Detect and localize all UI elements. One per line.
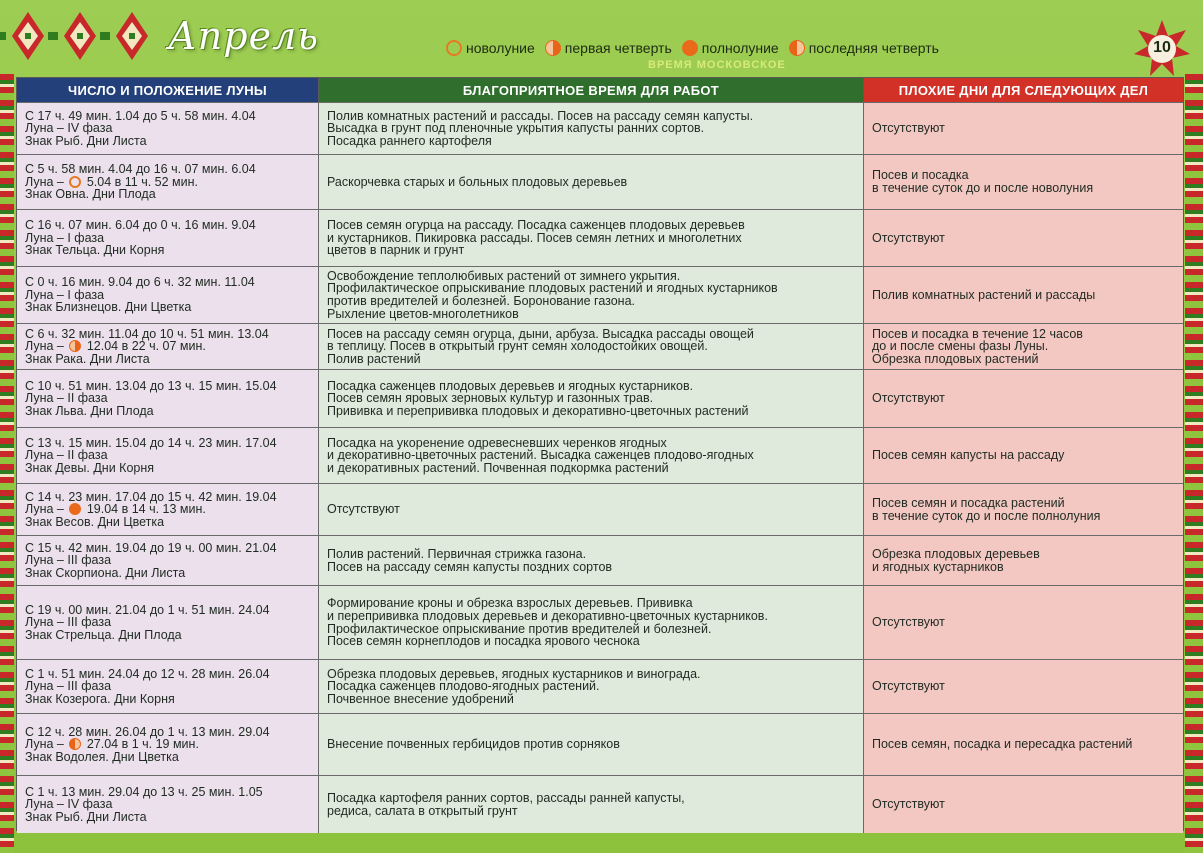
- bad-days-lines: [872, 548, 1040, 573]
- bad-days-line: и ягодных кустарников: [872, 559, 1004, 574]
- moon-position-line: С 6 ч. 32 мин. 11.04 до 10 ч. 51 мин. 13.04: [25, 326, 269, 341]
- favorable-work-line: Посадка на укоренение одревесневших черенков ягодных: [327, 435, 667, 450]
- legend-label: последняя четверть: [808, 40, 939, 56]
- bad-days-line: в течение суток до и после полнолуния: [872, 508, 1101, 523]
- moon-position-line: С 15 ч. 42 мин. 19.04 до 19 ч. 00 мин. 21.04: [25, 540, 277, 555]
- moon-position-line: С 16 ч. 07 мин. 6.04 до 0 ч. 16 мин. 9.04: [25, 218, 256, 233]
- moon-position-cell: [17, 428, 319, 483]
- bad-days-line: Отсутствуют: [872, 797, 945, 812]
- moon-position-line: Луна – III фаза: [25, 615, 112, 630]
- moon-phase-legend: [446, 37, 939, 59]
- bad-days-cell: [864, 103, 1183, 154]
- favorable-work-lines: [327, 792, 685, 817]
- favorable-work-cell: [319, 210, 864, 266]
- favorable-work-line: и декоративно-цветочных растений. Высадка саженцев плодово-ягодных: [327, 448, 754, 463]
- legend-label: первая четверть: [564, 40, 672, 56]
- moon-position-lines: [25, 110, 256, 148]
- moon-position-line: С 0 ч. 16 мин. 9.04 до 6 ч. 32 мин. 11.04: [25, 275, 255, 290]
- favorable-work-lines: [327, 380, 748, 418]
- legend-full-moon: [682, 40, 779, 56]
- moon-position-lines: [25, 219, 256, 257]
- favorable-work-line: цветов в парник и грунт: [327, 243, 465, 258]
- table-header: [17, 78, 1183, 102]
- right-ornament-strip: [1185, 74, 1203, 853]
- moon-position-cell: [17, 714, 319, 775]
- favorable-work-line: Прививка и перепрививка плодовых и декоративно-цветочных растений: [327, 403, 749, 418]
- favorable-work-line: Обрезка плодовых деревьев, ягодных кустарников и винограда.: [327, 666, 701, 681]
- bad-days-line: в течение суток до и после новолуния: [872, 181, 1094, 195]
- bad-days-line: Отсутствуют: [872, 230, 945, 245]
- last-moon-icon: [69, 738, 81, 750]
- favorable-work-line: и перепрививка плодовых деревьев и декоративно-цветочных кустарников.: [327, 608, 768, 623]
- moon-phase-time: 5.04 в 11 ч. 52 мин.: [83, 174, 198, 189]
- bad-days-line: Посев и посадка в течение 12 часов: [872, 326, 1083, 341]
- moon-position-line: [25, 340, 269, 353]
- table-body: [17, 102, 1183, 833]
- favorable-work-lines: [327, 437, 754, 475]
- favorable-work-line: и декоративных растений. Почвенная подкормка растений: [327, 460, 669, 475]
- moon-position-cell: [17, 484, 319, 535]
- page-title: Апрель: [168, 14, 319, 58]
- header-favorable-time: БЛАГОПРИЯТНОЕ ВРЕМЯ ДЛЯ РАБОТ: [319, 78, 864, 102]
- moon-prefix: Луна –: [25, 502, 68, 517]
- favorable-work-lines: [327, 328, 754, 366]
- favorable-work-line: Раскорчевка старых и больных плодовых деревьев: [327, 174, 628, 189]
- moon-position-line: С 13 ч. 15 мин. 15.04 до 14 ч. 23 мин. 17.04: [25, 435, 277, 450]
- bad-days-line: Посев семян, посадка и пересадка растений: [872, 737, 1133, 752]
- moon-position-line: [25, 738, 270, 751]
- favorable-work-line: Полив растений: [327, 351, 421, 366]
- bad-days-cell: [864, 484, 1183, 535]
- moon-position-line: Знак Стрельца. Дни Плода: [25, 627, 182, 642]
- left-ornament-strip: [0, 74, 14, 853]
- moon-prefix: Луна –: [25, 339, 68, 354]
- table-row: [17, 369, 1183, 427]
- moon-position-line: Знак Льва. Дни Плода: [25, 403, 154, 418]
- table-row: [17, 154, 1183, 209]
- favorable-work-line: Профилактическое опрыскивание против вредителей и болезней.: [327, 621, 712, 636]
- moon-position-line: С 14 ч. 23 мин. 17.04 до 15 ч. 42 мин. 19.04: [25, 489, 277, 504]
- time-zone-note: ВРЕМЯ МОСКОВСКОЕ: [648, 59, 786, 71]
- moon-position-line: Знак Близнецов. Дни Цветка: [25, 300, 192, 315]
- bad-days-lines: [872, 738, 1132, 751]
- new-moon-icon: [446, 40, 462, 56]
- page-number-badge: [1132, 18, 1192, 78]
- bad-days-line: Посев семян капусты на рассаду: [872, 448, 1065, 463]
- moon-position-cell: [17, 660, 319, 713]
- moon-position-line: [25, 503, 277, 516]
- favorable-work-cell: [319, 428, 864, 483]
- favorable-work-lines: [327, 503, 400, 516]
- first-moon-icon: [69, 340, 81, 352]
- favorable-work-line: Посадка картофеля ранних сортов, рассады ранней капусты,: [327, 790, 685, 805]
- bad-days-line: Посев и посадка: [872, 168, 969, 183]
- lunar-calendar-table: [16, 77, 1184, 831]
- bad-days-lines: [872, 616, 945, 629]
- bad-days-line: Обрезка плодовых деревьев: [872, 546, 1040, 561]
- moon-position-line: Знак Козерога. Дни Корня: [25, 691, 175, 706]
- legend-new-moon: [446, 40, 535, 56]
- table-row: [17, 713, 1183, 775]
- moon-position-lines: [25, 163, 256, 201]
- moon-position-line: Луна – I фаза: [25, 287, 105, 302]
- favorable-work-line: Высадка в грунт под пленочные укрытия капусты ранних сортов.: [327, 121, 705, 136]
- favorable-work-line: редиса, салата в открытый грунт: [327, 803, 518, 818]
- moon-position-cell: [17, 324, 319, 369]
- moon-position-cell: [17, 267, 319, 323]
- favorable-work-line: против вредителей и болезней. Боронование газона.: [327, 294, 636, 308]
- favorable-work-cell: [319, 324, 864, 369]
- header-bad-days: ПЛОХИЕ ДНИ ДЛЯ СЛЕДУЮЩИХ ДЕЛ: [864, 78, 1183, 102]
- bad-days-lines: [872, 169, 1093, 194]
- table-row: [17, 209, 1183, 266]
- favorable-work-lines: [327, 597, 768, 647]
- moon-position-cell: [17, 370, 319, 427]
- moon-position-line: Знак Водолея. Дни Цветка: [25, 749, 179, 764]
- table-row: [17, 102, 1183, 154]
- favorable-work-cell: [319, 586, 864, 659]
- moon-position-line: С 1 ч. 51 мин. 24.04 до 12 ч. 28 мин. 26.04: [25, 666, 270, 681]
- favorable-work-line: Посадка саженцев плодово-ягодных растений.: [327, 679, 600, 694]
- moon-position-line: С 5 ч. 58 мин. 4.04 до 16 ч. 07 мин. 6.04: [25, 162, 256, 177]
- moon-position-line: С 1 ч. 13 мин. 29.04 до 13 ч. 25 мин. 1.05: [25, 784, 263, 799]
- bad-days-line: до и после смены фазы Луны.: [872, 339, 1049, 354]
- table-row: [17, 585, 1183, 659]
- bad-days-lines: [872, 232, 945, 245]
- moon-phase-time: 19.04 в 14 ч. 13 мин.: [83, 502, 206, 517]
- bad-days-line: Отсутствуют: [872, 679, 945, 694]
- favorable-work-lines: [327, 548, 612, 573]
- legend-label: полнолуние: [701, 40, 779, 56]
- bad-days-cell: [864, 586, 1183, 659]
- bad-days-line: Обрезка плодовых растений: [872, 351, 1039, 366]
- bad-days-line: Отсутствуют: [872, 121, 945, 136]
- table-row: [17, 483, 1183, 535]
- moon-position-line: С 17 ч. 49 мин. 1.04 до 5 ч. 58 мин. 4.04: [25, 108, 256, 123]
- favorable-work-line: в теплицу. Посев в открытый грунт семян холодостойких овощей.: [327, 339, 708, 354]
- header-moon-position: ЧИСЛО И ПОЛОЖЕНИЕ ЛУНЫ: [17, 78, 319, 102]
- moon-position-line: С 19 ч. 00 мин. 21.04 до 1 ч. 51 мин. 24.04: [25, 602, 270, 617]
- moon-position-cell: [17, 103, 319, 154]
- moon-phase-time: 27.04 в 1 ч. 19 мин.: [83, 737, 199, 752]
- moon-position-line: Знак Весов. Дни Цветка: [25, 514, 165, 529]
- moon-position-lines: [25, 276, 255, 314]
- favorable-work-line: Полив комнатных растений и рассады. Посев на рассаду семян капусты.: [327, 108, 754, 123]
- favorable-work-lines: [327, 110, 753, 148]
- moon-position-line: Луна – II фаза: [25, 391, 108, 406]
- moon-position-line: С 10 ч. 51 мин. 13.04 до 13 ч. 15 мин. 15.04: [25, 378, 277, 393]
- bad-days-cell: [864, 536, 1183, 585]
- favorable-work-line: Посадка саженцев плодовых деревьев и ягодных кустарников.: [327, 378, 694, 393]
- moon-position-lines: [25, 437, 277, 475]
- first-quarter-moon-icon: [545, 40, 561, 56]
- full-moon-icon: [682, 40, 698, 56]
- favorable-work-lines: [327, 176, 627, 189]
- bad-days-line: Отсутствуют: [872, 391, 945, 406]
- moon-position-lines: [25, 542, 277, 580]
- favorable-work-line: и кустарников. Пикировка рассады. Посев семян летних и многолетних: [327, 230, 742, 245]
- favorable-work-cell: [319, 370, 864, 427]
- moon-position-line: Знак Овна. Дни Плода: [25, 187, 156, 202]
- legend-label: новолуние: [466, 40, 535, 56]
- favorable-work-line: Посев на рассаду семян капусты поздних сортов: [327, 559, 613, 574]
- bad-days-cell: [864, 428, 1183, 483]
- favorable-work-line: Посев семян корнеплодов и посадка ярового чеснока: [327, 634, 640, 649]
- bad-days-lines: [872, 680, 945, 693]
- favorable-work-line: Почвенное внесение удобрений: [327, 691, 514, 706]
- favorable-work-line: Посев на рассаду семян огурца, дыни, арбуза. Высадка рассады овощей: [327, 326, 754, 341]
- moon-position-line: Луна – IV фаза: [25, 797, 113, 812]
- table-row: [17, 775, 1183, 833]
- moon-position-line: Знак Тельца. Дни Корня: [25, 243, 165, 258]
- favorable-work-cell: [319, 484, 864, 535]
- moon-position-lines: [25, 380, 277, 418]
- moon-position-line: Знак Скорпиона. Дни Листа: [25, 565, 186, 580]
- table-row: [17, 266, 1183, 323]
- moon-prefix: Луна –: [25, 737, 68, 752]
- moon-position-line: Луна – I фаза: [25, 230, 105, 245]
- table-row: [17, 427, 1183, 483]
- bad-days-cell: [864, 210, 1183, 266]
- bad-days-cell: [864, 714, 1183, 775]
- moon-position-line: Луна – IV фаза: [25, 121, 113, 136]
- moon-position-lines: [25, 491, 277, 529]
- favorable-work-cell: [319, 267, 864, 323]
- moon-position-line: Знак Рака. Дни Листа: [25, 351, 150, 366]
- favorable-work-line: Формирование кроны и обрезка взрослых деревьев. Прививка: [327, 596, 693, 611]
- moon-position-lines: [25, 668, 270, 706]
- bad-days-lines: [872, 798, 945, 811]
- bad-days-cell: [864, 776, 1183, 833]
- bad-days-cell: [864, 660, 1183, 713]
- favorable-work-line: Посев семян огурца на рассаду. Посадка саженцев плодовых деревьев: [327, 218, 745, 233]
- moon-position-cell: [17, 155, 319, 209]
- moon-position-cell: [17, 586, 319, 659]
- full-moon-icon: [69, 503, 81, 515]
- new-moon-icon: [69, 176, 81, 188]
- moon-phase-time: 12.04 в 22 ч. 07 мин.: [83, 339, 206, 354]
- moon-position-line: Знак Рыб. Дни Листа: [25, 809, 147, 824]
- favorable-work-line: Отсутствуют: [327, 502, 400, 517]
- favorable-work-cell: [319, 155, 864, 209]
- bad-days-lines: [872, 289, 1095, 302]
- favorable-work-cell: [319, 660, 864, 713]
- favorable-work-cell: [319, 776, 864, 833]
- bad-days-lines: [872, 392, 945, 405]
- moon-prefix: Луна –: [25, 174, 68, 189]
- moon-position-lines: [25, 786, 263, 824]
- moon-position-cell: [17, 536, 319, 585]
- moon-position-line: С 12 ч. 28 мин. 26.04 до 1 ч. 13 мин. 29.04: [25, 724, 270, 739]
- legend-first-quarter: [545, 40, 672, 56]
- bad-days-lines: [872, 497, 1100, 522]
- moon-position-line: Луна – III фаза: [25, 679, 112, 694]
- favorable-work-line: Рыхление цветов-многолетников: [327, 306, 519, 321]
- moon-position-line: Знак Девы. Дни Корня: [25, 460, 155, 475]
- bad-days-lines: [872, 328, 1083, 366]
- favorable-work-line: Внесение почвенных гербицидов против сорняков: [327, 737, 620, 752]
- moon-position-line: Знак Рыб. Дни Листа: [25, 133, 147, 148]
- bad-days-line: Отсутствуют: [872, 615, 945, 630]
- bad-days-cell: [864, 155, 1183, 209]
- favorable-work-lines: [327, 738, 620, 751]
- table-row: [17, 535, 1183, 585]
- moon-position-cell: [17, 210, 319, 266]
- table-row: [17, 323, 1183, 369]
- bad-days-lines: [872, 449, 1064, 462]
- moon-position-lines: [25, 604, 270, 642]
- favorable-work-line: Посев семян яровых зерновых культур и газонных трав.: [327, 391, 654, 406]
- favorable-work-line: Посадка раннего картофеля: [327, 133, 492, 148]
- favorable-work-lines: [327, 270, 778, 320]
- favorable-work-line: Профилактическое опрыскивание плодовых растений и ягодных кустарников: [327, 281, 778, 296]
- favorable-work-lines: [327, 219, 745, 257]
- bad-days-line: Посев семян и посадка растений: [872, 495, 1065, 510]
- table-row: [17, 659, 1183, 713]
- moon-position-cell: [17, 776, 319, 833]
- favorable-work-cell: [319, 536, 864, 585]
- moon-position-line: Луна – III фаза: [25, 553, 112, 568]
- ornament-icon: [0, 8, 160, 64]
- bad-days-cell: [864, 370, 1183, 427]
- legend-last-quarter: [789, 40, 939, 56]
- favorable-work-line: Полив растений. Первичная стрижка газона.: [327, 546, 587, 561]
- favorable-work-line: Освобождение теплолюбивых растений от зимнего укрытия.: [327, 268, 681, 283]
- moon-position-lines: [25, 726, 270, 764]
- bad-days-line: Полив комнатных растений и рассады: [872, 287, 1096, 302]
- moon-position-line: Луна – II фаза: [25, 448, 108, 463]
- favorable-work-cell: [319, 103, 864, 154]
- favorable-work-cell: [319, 714, 864, 775]
- bad-days-cell: [864, 267, 1183, 323]
- favorable-work-lines: [327, 668, 701, 706]
- page-number: 10: [1153, 39, 1171, 56]
- bad-days-lines: [872, 122, 945, 135]
- bad-days-cell: [864, 324, 1183, 369]
- last-quarter-moon-icon: [789, 40, 805, 56]
- moon-position-lines: [25, 328, 269, 366]
